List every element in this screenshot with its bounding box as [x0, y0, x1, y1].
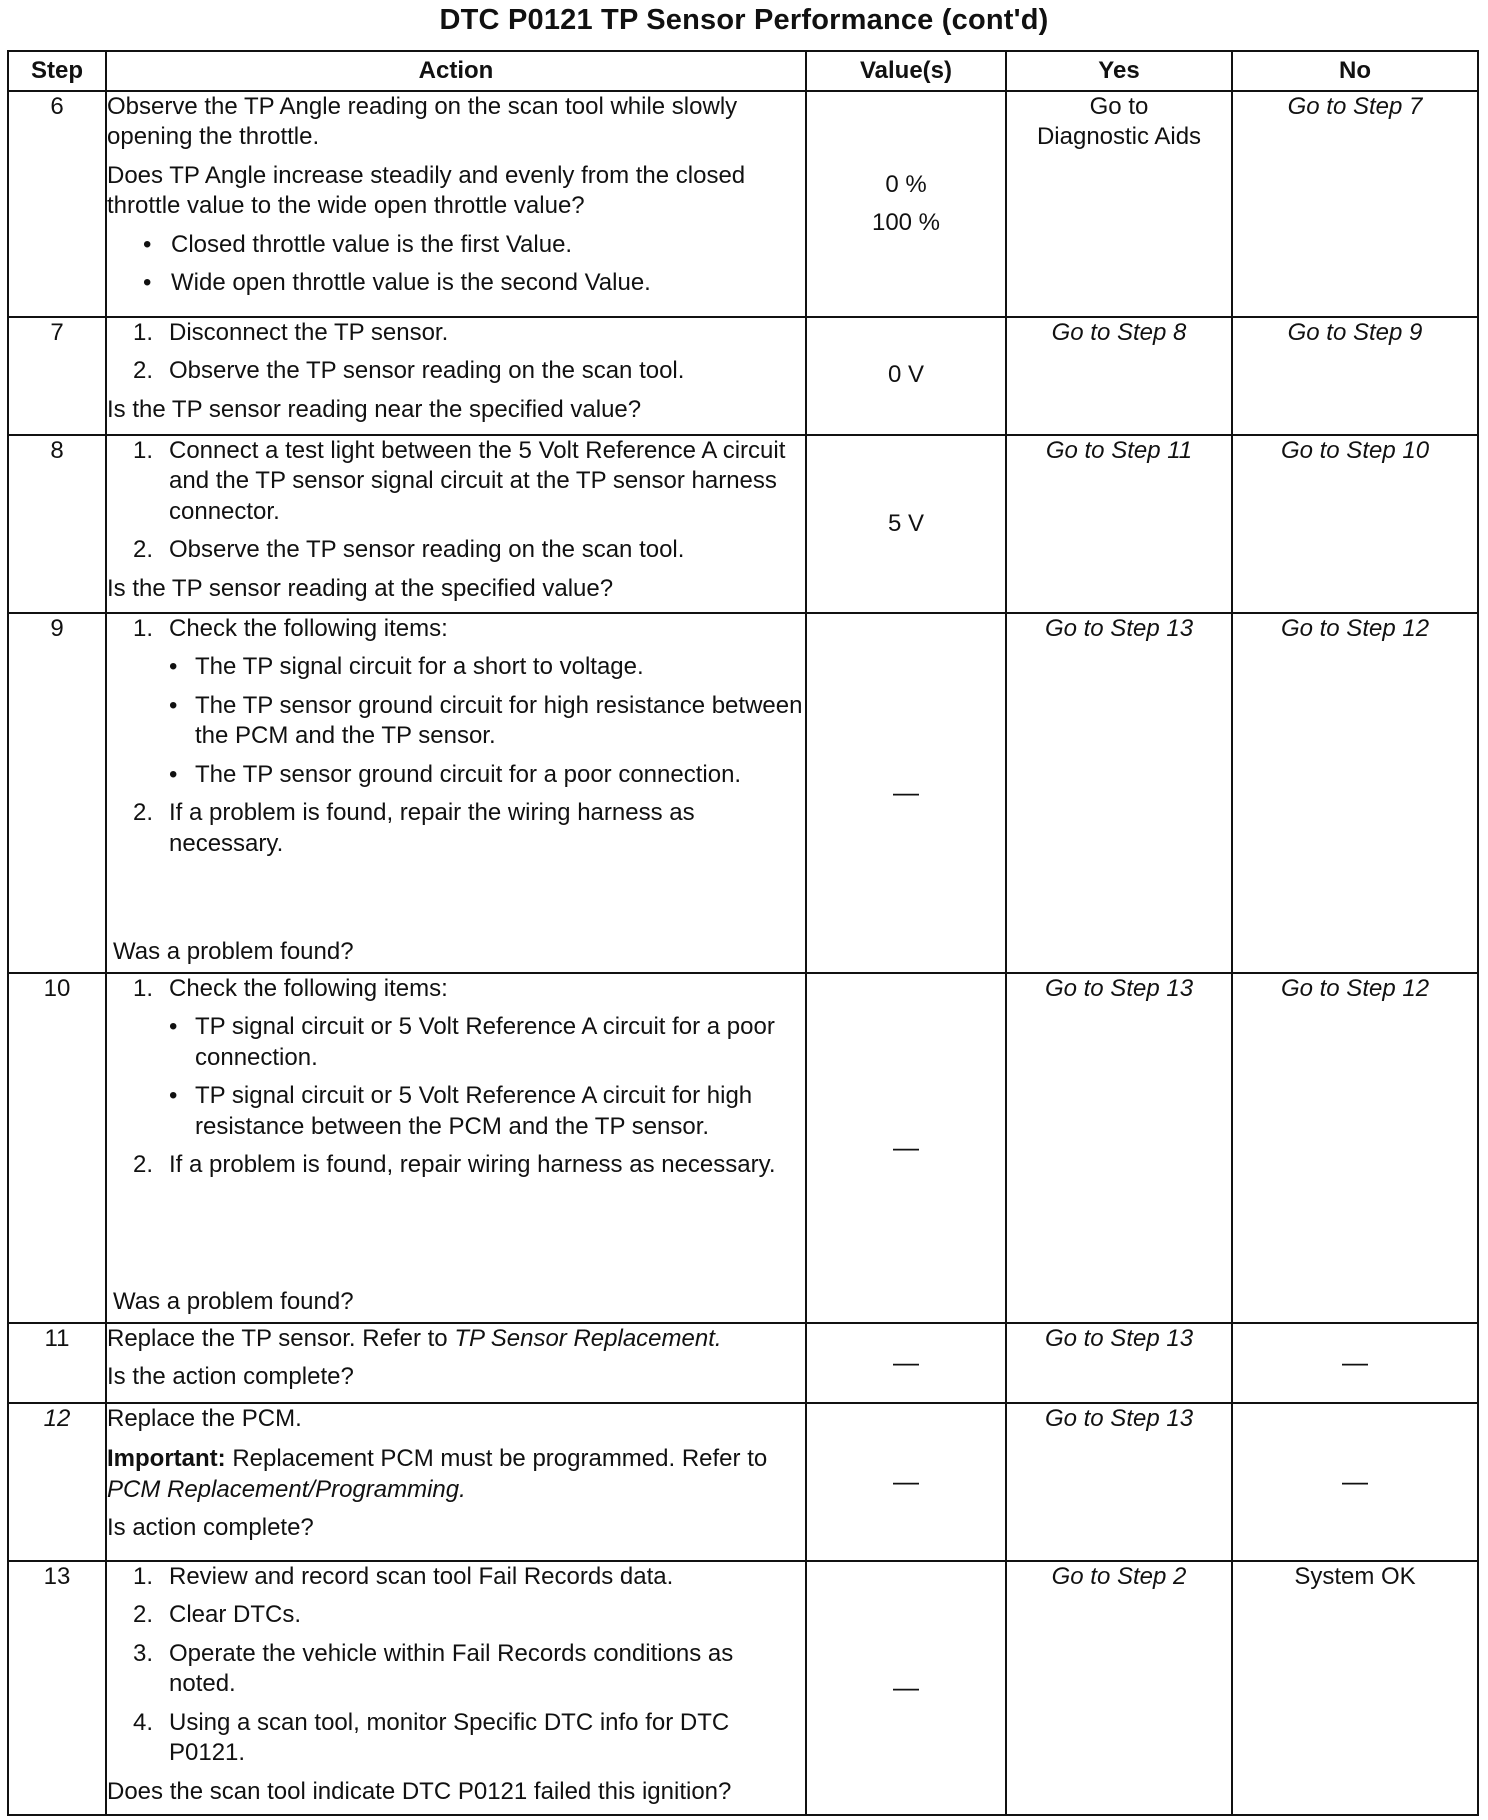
- list-item: [133, 318, 805, 348]
- no-outcome: Go to Step 7: [1287, 93, 1423, 120]
- reference-link[interactable]: TP Sensor Replacement.: [454, 1325, 722, 1352]
- table-row-step-11: [8, 1323, 1478, 1403]
- list-text: Check the following items:: [169, 615, 448, 642]
- action-cell: [106, 1403, 806, 1561]
- value-1: 5 V: [887, 509, 925, 537]
- bullet-text: TP signal circuit or 5 Volt Reference A circuit for a poor connection.: [195, 1013, 775, 1071]
- list-text: Operate the vehicle within Fail Records conditions as noted.: [169, 1639, 734, 1698]
- list-number: 1.: [133, 975, 154, 1002]
- header-no: No: [1232, 51, 1478, 91]
- list-item: [133, 1708, 805, 1769]
- action-question: Is action complete?: [107, 1514, 314, 1542]
- list-item: [133, 436, 805, 527]
- step-number: 8: [8, 435, 106, 613]
- list-number: 4.: [133, 1708, 154, 1736]
- list-number: 1.: [133, 319, 154, 346]
- list-text: Using a scan tool, monitor Specific DTC info for DTC P0121.: [169, 1708, 730, 1767]
- action-question: Is the action complete?: [107, 1363, 354, 1391]
- list-text: Review and record scan tool Fail Records data.: [169, 1563, 674, 1590]
- step-number: 9: [8, 613, 106, 973]
- action-cell: [106, 973, 806, 1323]
- list-number: 2.: [133, 1151, 154, 1179]
- header-action: Action: [106, 51, 806, 91]
- table-row-step-7: [8, 317, 1478, 435]
- action-text: [107, 1324, 805, 1354]
- no-outcome: Go to Step 12: [1280, 975, 1430, 1002]
- yes-outcome: Go to Step 13: [1044, 975, 1194, 1002]
- value-cell: [806, 1323, 1006, 1403]
- bullet: •: [143, 269, 152, 297]
- action-cell: [106, 317, 806, 435]
- diagnostic-table: [7, 50, 1479, 1816]
- no-outcome: Go to Step 12: [1280, 615, 1430, 642]
- yes-cell: [1006, 1403, 1232, 1561]
- value-cell: [806, 613, 1006, 973]
- action-question: Was a problem found?: [113, 937, 354, 965]
- no-cell: [1232, 973, 1478, 1323]
- action-question: Was a problem found?: [113, 1287, 354, 1315]
- no-outcome: System OK: [1294, 1563, 1416, 1590]
- list-item: [169, 1012, 805, 1073]
- action-cell: [106, 1323, 806, 1403]
- value-cell: [806, 91, 1006, 317]
- bullet: •: [143, 230, 152, 258]
- list-text: Connect a test light between the 5 Volt Reference A circuit and the TP sensor signal circuit at the TP sensor harness connector.: [169, 437, 786, 525]
- yes-outcome: Go to Step 13: [1044, 1405, 1194, 1432]
- value-2: 100 %: [871, 209, 941, 237]
- list-item: [133, 1600, 805, 1630]
- action-text-prefix: Replace the TP sensor. Refer to: [107, 1325, 455, 1352]
- no-outcome: —: [1342, 1466, 1368, 1497]
- yes-outcome: Go to Step 11: [1045, 437, 1193, 464]
- table-row-step-6: [8, 91, 1478, 317]
- list-text: Disconnect the TP sensor.: [169, 319, 449, 346]
- yes-outcome: Go to Diagnostic Aids: [1036, 93, 1202, 151]
- no-cell: [1232, 317, 1478, 435]
- list-text: Check the following items:: [169, 975, 448, 1002]
- no-outcome: —: [1342, 1347, 1368, 1378]
- action-cell: [106, 613, 806, 973]
- bullet: •: [169, 691, 178, 719]
- list-item: [133, 1150, 805, 1180]
- yes-cell: [1006, 317, 1232, 435]
- bullet-text: TP signal circuit or 5 Volt Reference A circuit for high resistance between the PCM and the TP sensor.: [195, 1082, 753, 1140]
- list-item: [133, 974, 805, 1004]
- important-label: Important:: [107, 1445, 226, 1473]
- bullet-text: The TP signal circuit for a short to voltage.: [195, 653, 644, 681]
- table-row-step-10: [8, 973, 1478, 1323]
- table-row-step-8: [8, 435, 1478, 613]
- no-cell: [1232, 91, 1478, 317]
- no-outcome: Go to Step 10: [1280, 437, 1430, 464]
- value-cell: [806, 435, 1006, 613]
- table-header-row: [8, 51, 1478, 91]
- yes-outcome: Go to Step 8: [1051, 319, 1187, 346]
- header-yes: Yes: [1006, 51, 1232, 91]
- bullet-text: The TP sensor ground circuit for high resistance between the PCM and the TP sensor.: [195, 691, 803, 750]
- list-item: [133, 614, 805, 644]
- step-number: 7: [8, 317, 106, 435]
- yes-cell: [1006, 613, 1232, 973]
- list-number: 1.: [133, 1563, 154, 1590]
- step-number: 11: [8, 1323, 106, 1403]
- no-outcome: Go to Step 9: [1287, 319, 1423, 346]
- list-item: [169, 652, 805, 682]
- value-1: 0 V: [887, 361, 925, 388]
- action-text: Observe the TP Angle reading on the scan tool while slowly opening the throttle.: [107, 93, 738, 151]
- list-text: Observe the TP sensor reading on the scan tool.: [169, 536, 685, 564]
- list-item: [133, 1562, 805, 1592]
- bullet: •: [169, 1013, 178, 1041]
- list-item: [133, 356, 805, 386]
- yes-cell: [1006, 973, 1232, 1323]
- value-1: —: [893, 1466, 919, 1497]
- value-1: —: [893, 1132, 919, 1163]
- value-cell: [806, 1561, 1006, 1815]
- list-item: [133, 798, 805, 859]
- bullet: •: [169, 653, 178, 681]
- no-cell: [1232, 1403, 1478, 1561]
- list-number: 3.: [133, 1639, 154, 1667]
- action-cell: [106, 1561, 806, 1815]
- value-1: —: [893, 1347, 919, 1378]
- list-number: 1.: [133, 615, 154, 642]
- action-cell: [106, 91, 806, 317]
- list-number: 1.: [133, 437, 154, 464]
- header-step: Step: [8, 51, 106, 91]
- step-number: 10: [8, 973, 106, 1323]
- action-text: Replace the PCM.: [107, 1405, 302, 1432]
- list-number: 2.: [133, 1601, 154, 1629]
- step-number: 13: [8, 1561, 106, 1815]
- list-item: [169, 691, 805, 752]
- yes-cell: [1006, 435, 1232, 613]
- no-cell: [1232, 1323, 1478, 1403]
- action-question: Is the TP sensor reading near the specified value?: [107, 395, 642, 423]
- yes-cell: [1006, 91, 1232, 317]
- list-text: If a problem is found, repair the wiring harness as necessary.: [169, 799, 695, 857]
- step-number: 12: [8, 1403, 106, 1561]
- step-number: 6: [8, 91, 106, 317]
- list-number: 2.: [133, 357, 154, 385]
- reference-link[interactable]: PCM Replacement/Programming.: [107, 1475, 466, 1503]
- list-item: [143, 230, 805, 260]
- table-row-step-13: [8, 1561, 1478, 1815]
- list-number: 2.: [133, 799, 154, 827]
- page-title: DTC P0121 TP Sensor Performance (cont'd): [439, 4, 1049, 36]
- bullet: •: [169, 760, 178, 788]
- action-cell: [106, 435, 806, 613]
- yes-cell: [1006, 1323, 1232, 1403]
- value-cell: [806, 317, 1006, 435]
- bullet-text: Wide open throttle value is the second Value.: [171, 269, 651, 297]
- action-question: Does the scan tool indicate DTC P0121 failed this ignition?: [107, 1777, 732, 1805]
- important-note: [107, 1444, 805, 1505]
- header-values: Value(s): [806, 51, 1006, 91]
- table-row-step-9: [8, 613, 1478, 973]
- list-item: [133, 535, 805, 565]
- list-item: [169, 760, 805, 790]
- action-question: Does TP Angle increase steadily and evenly from the closed throttle value to the wide open throttle value?: [107, 161, 746, 220]
- list-text: Clear DTCs.: [169, 1601, 302, 1629]
- list-item: [143, 268, 805, 298]
- action-question: Is the TP sensor reading at the specified value?: [107, 574, 614, 602]
- list-item: [169, 1081, 805, 1142]
- list-text: Observe the TP sensor reading on the scan tool.: [169, 357, 685, 385]
- important-text: Replacement PCM must be programmed. Refer to: [225, 1445, 768, 1473]
- yes-outcome: Go to Step 13: [1044, 1325, 1194, 1352]
- no-cell: [1232, 435, 1478, 613]
- value-1: —: [893, 777, 919, 808]
- bullet-text: The TP sensor ground circuit for a poor connection.: [195, 760, 742, 788]
- value-cell: [806, 1403, 1006, 1561]
- value-cell: [806, 973, 1006, 1323]
- list-number: 2.: [133, 536, 154, 564]
- list-text: If a problem is found, repair wiring harness as necessary.: [169, 1151, 776, 1179]
- yes-outcome: Go to Step 13: [1044, 615, 1194, 642]
- bullet-text: Closed throttle value is the first Value.: [171, 230, 573, 258]
- yes-cell: [1006, 1561, 1232, 1815]
- bullet: •: [169, 1082, 178, 1110]
- no-cell: [1232, 613, 1478, 973]
- value-1: 0 %: [885, 171, 927, 198]
- list-item: [133, 1639, 805, 1700]
- yes-outcome: Go to Step 2: [1051, 1563, 1187, 1590]
- no-cell: [1232, 1561, 1478, 1815]
- table-row-step-12: [8, 1403, 1478, 1561]
- value-1: —: [893, 1672, 919, 1703]
